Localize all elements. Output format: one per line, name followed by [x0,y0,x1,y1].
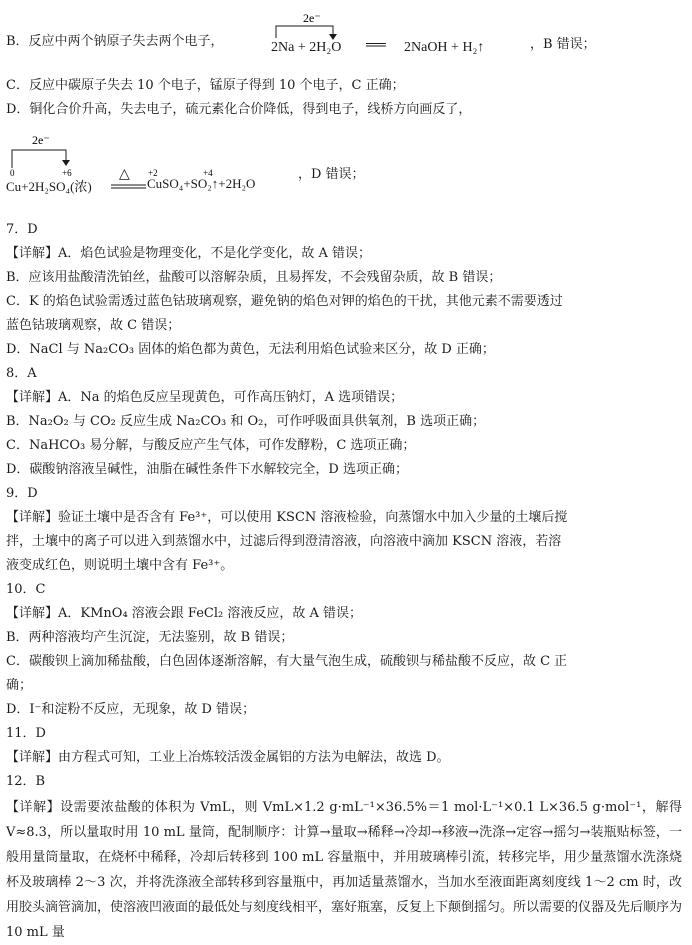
q7-line-1: 【详解】A．焰色试验是物理变化，不是化学变化，故 A 错误； [6,246,372,261]
q7-line-2: B．应该用盐酸清洗铂丝，盐酸可以溶解杂质，且易挥发，不会残留杂质，故 B 错误； [6,270,502,285]
b6-result: ，B 错误； [530,37,596,52]
b6-equation-right: 2NaOH + H₂↑ [404,40,485,55]
q9-line-1: 【详解】验证土壤中是否含有 Fe³⁺，可以使用 KSCN 溶液检验，向蒸馏水中加入少量的土壤后搅 [6,510,568,525]
d6-cu-ox: 0 [10,168,15,178]
d6-electron-label: 2e⁻ [32,133,50,147]
q7-line-4: 蓝色钴玻璃观察，故 C 错误； [6,318,181,333]
q10-line-3: C．碳酸钡上滴加稀盐酸，白色固体逐渐溶解，有大量气泡生成，硫酸钡与稀盐酸不反应，故 C 正 [6,654,568,669]
q8-line-4: D．碳酸钠溶液呈碱性，油脂在碱性条件下水解较完全，D 选项正确； [6,462,408,477]
b6-text: B．反应中两个钠原子失去两个电子， [6,34,224,49]
q9-line-3: 液变成红色，则说明土壤中含有 Fe³⁺。 [6,558,234,573]
d6-heat-symbol: △ [119,167,130,182]
d6-text: D．铜化合价升高，失去电子，硫元素化合价降低，得到电子，线桥方向画反了， [6,102,472,117]
q7-line-3: C．K 的焰色试验需透过蓝色钴玻璃观察，避免钠的焰色对钾的焰色的干扰，其他元素不需要透过 [6,294,563,309]
q8-line-2: B．Na₂O₂ 与 CO₂ 反应生成 Na₂CO₃ 和 O₂，可作呼吸面具供氧剂，B 选项正确； [6,414,486,429]
q10-line-1: 【详解】A．KMnO₄ 溶液会跟 FeCl₂ 溶液反应，故 A 错误； [6,606,363,621]
q8-answer: 8．A [6,366,37,381]
d6-cu2-ox: +2 [148,168,158,178]
q8-line-3: C．NaHCO₃ 易分解，与酸反应产生气体，可作发酵粉，C 选项正确； [6,438,416,453]
d6-equation-left: Cu+2H₂SO₄(浓) [6,179,92,194]
q7-answer: 7．D [6,222,38,237]
q10-line-5: D．I⁻和淀粉不反应，无现象，故 D 错误； [6,702,256,717]
q10-answer: 10．C [6,582,46,597]
q8-line-1: 【详解】A．Na 的焰色反应呈现黄色，可作高压钠灯，A 选项错误； [6,390,404,405]
d6-result: ，D 错误； [298,167,365,182]
q9-line-2: 拌，土壤中的离子可以进入到蒸馏水中，过滤后得到澄清溶液，向溶液中滴加 KSCN 溶液，若溶 [6,534,562,549]
b6-electron-label: 2e⁻ [303,11,321,25]
d6-s-ox: +6 [62,168,72,178]
q9-answer: 9．D [6,486,38,501]
d6-s2-ox: +4 [203,168,213,178]
q10-line-4: 确； [6,678,33,693]
q11-answer: 11．D [6,726,46,741]
q11-line-1: 【详解】由方程式可知，工业上冶炼较活泼金属铝的方法为电解法，故选 D。 [6,750,450,765]
q12-answer: 12．B [6,774,46,789]
c6-text: C．反应中碳原子失去 10 个电子，锰原子得到 10 个电子，C 正确； [6,78,405,93]
q7-line-5: D．NaCl 与 Na₂CO₃ 固体的焰色都为黄色，无法利用焰色试验来区分，故 D 正确； [6,342,495,357]
q10-line-2: B．两种溶液均产生沉淀，无法鉴别，故 B 错误； [6,630,294,645]
q12-explanation: 【详解】设需要浓盐酸的体积为 VmL，则 VmL×1.2 g·mL⁻¹×36.5%＝1 mol·L⁻¹×0.1 L×36.5 g·mol⁻¹，解得 V≈8.3，所以量取时用 10 mL 量筒，配制顺序：计算→量取→稀释→冷却→移液→洗涤→定容→摇匀→装瓶贴标签，一般用量筒量取，在烧杯中稀释，冷却后转移到 100 mL 容量瓶中，并用玻璃棒引流，转移完毕，用少量蒸馏水洗涤烧杯及玻璃棒 2～3 次，并将洗涤液全部转移到容量瓶中，再加适量蒸馏水，当加水至液面距离刻度线 1～2 cm 时，改用胶头滴管滴加，使溶液凹液面的最低处与刻度线相平，塞好瓶塞，反复上下颠倒摇匀。所以需要的仪器及先后顺序为 10 mL 量 [6,800,683,940]
d6-equation-right: CuSO₄+SO₂↑+2H₂O [147,176,256,191]
b6-equation-left: 2Na + 2H₂O [271,40,342,55]
b6-equation-arrow: ══ [366,38,386,53]
